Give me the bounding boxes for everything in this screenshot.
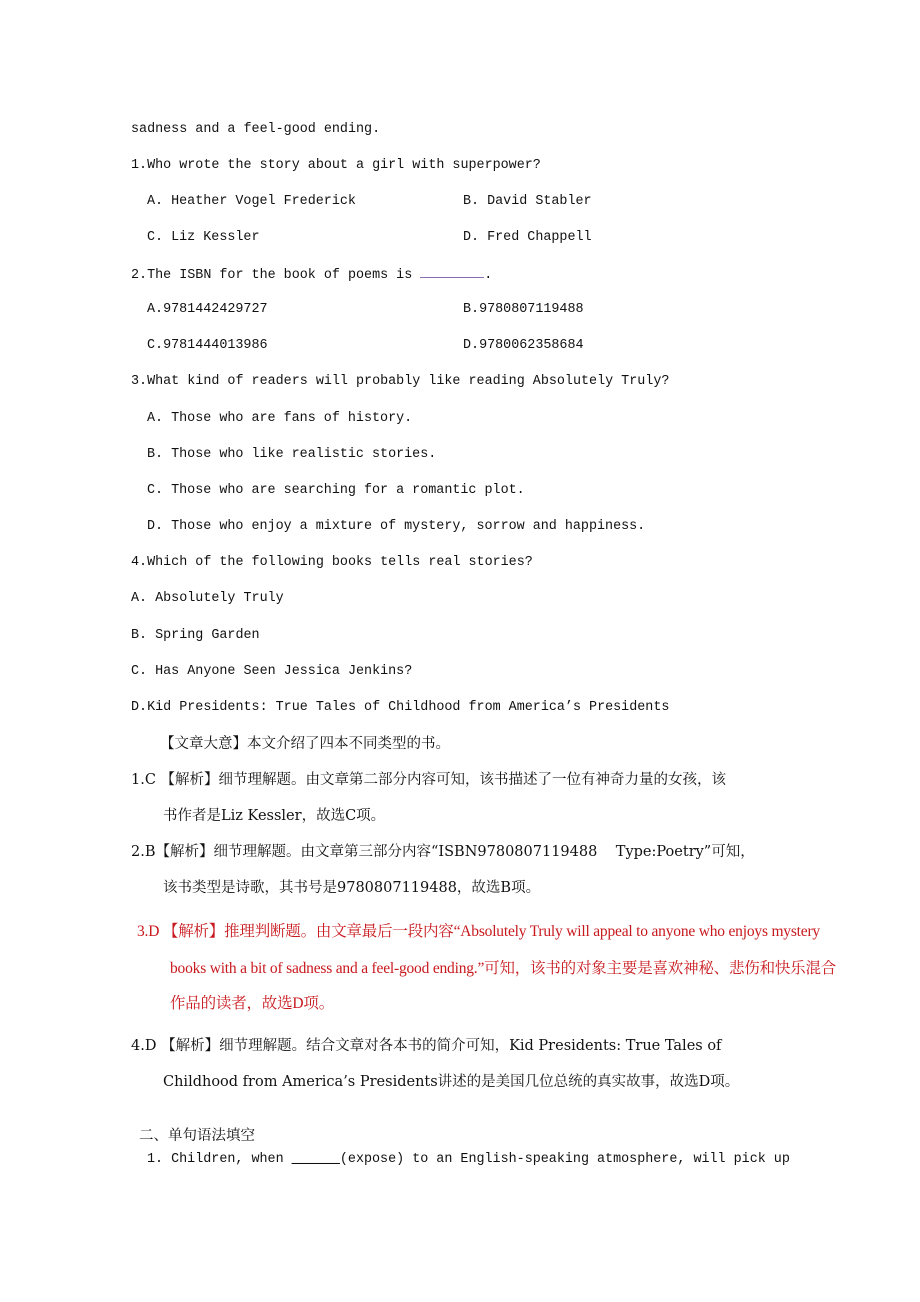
question-3: 3.What kind of readers will probably like reading Absolutely Truly? <box>131 374 670 389</box>
q2-blank <box>420 265 484 278</box>
answer-4-line-2: Childhood from America’s Presidents讲述的是美国几位总统的真实故事，故选D项。 <box>163 1074 740 1090</box>
section-2-heading: 二、单句语法填空 <box>139 1128 255 1144</box>
question-4: 4.Which of the following books tells real stories? <box>131 555 533 570</box>
answer-4-line-1: 4.D 【解析】细节理解题。结合文章对各本书的简介可知，Kid Presidents: True Tales of <box>131 1038 722 1054</box>
question-1: 1.Who wrote the story about a girl with superpower? <box>131 158 541 173</box>
q4-option-b: B. Spring Garden <box>131 628 260 643</box>
q4-option-c: C. Has Anyone Seen Jessica Jenkins? <box>131 664 413 679</box>
answer-2-line-1: 2.B【解析】细节理解题。由文章第三部分内容“ISBN9780807119488 Type:Poetry”可知， <box>131 844 755 860</box>
s2q1-text-end: (expose) to an English-speaking atmosphere, will pick up <box>339 1152 790 1167</box>
q3-option-b: B. Those who like realistic stories. <box>147 447 437 462</box>
answer-3-line-1: 3.D 【解析】推理判断题。由文章最后一段内容“Absolutely Truly will appeal to anyone who enjoys mystery <box>137 923 820 940</box>
answer-2-line-2: 该书类型是诗歌，其书号是9780807119488，故选B项。 <box>163 880 541 896</box>
q2-stem: 2.The ISBN for the book of poems is <box>131 268 421 283</box>
q3-option-d: D. Those who enjoy a mixture of mystery, sorrow and happiness. <box>147 519 646 534</box>
answer-1-line-2: 书作者是Liz Kessler，故选C项。 <box>163 808 386 824</box>
answer-3-line-2: books with a bit of sadness and a feel-good ending.”可知，该书的对象主要是喜欢神秘、悲伤和快乐混合 <box>170 960 837 977</box>
q1-option-b: B. David Stabler <box>463 194 592 209</box>
q1-option-d: D. Fred Chappell <box>463 230 592 245</box>
summary: 【文章大意】本文介绍了四本不同类型的书。 <box>160 736 450 752</box>
q3-option-a: A. Those who are fans of history. <box>147 411 413 426</box>
q1-option-a: A. Heather Vogel Frederick <box>147 194 356 209</box>
answer-1-line-1: 1.C 【解析】细节理解题。由文章第二部分内容可知，该书描述了一位有神奇力量的女孩，该 <box>131 772 727 788</box>
q2-option-a: A.9781442429727 <box>147 302 268 317</box>
q4-option-a: A. Absolutely Truly <box>131 591 284 606</box>
q2-option-d: D.9780062358684 <box>463 338 584 353</box>
s2q1-text: 1. Children, when <box>147 1152 292 1167</box>
s2q1-blank: ______ <box>291 1152 340 1167</box>
intro-tail: sadness and a feel-good ending. <box>131 122 381 137</box>
q2-stem-end: . <box>484 268 493 283</box>
q2-option-b: B.9780807119488 <box>463 302 584 317</box>
q4-option-d: D.Kid Presidents: True Tales of Childhood from America’s Presidents <box>131 700 670 715</box>
q2-option-c: C.9781444013986 <box>147 338 268 353</box>
section-2-question-1 <box>147 1151 790 1169</box>
question-2 <box>131 265 492 283</box>
q1-option-c: C. Liz Kessler <box>147 230 260 245</box>
answer-3-line-3: 作品的读者，故选D项。 <box>170 995 334 1012</box>
q3-option-c: C. Those who are searching for a romantic plot. <box>147 483 525 498</box>
